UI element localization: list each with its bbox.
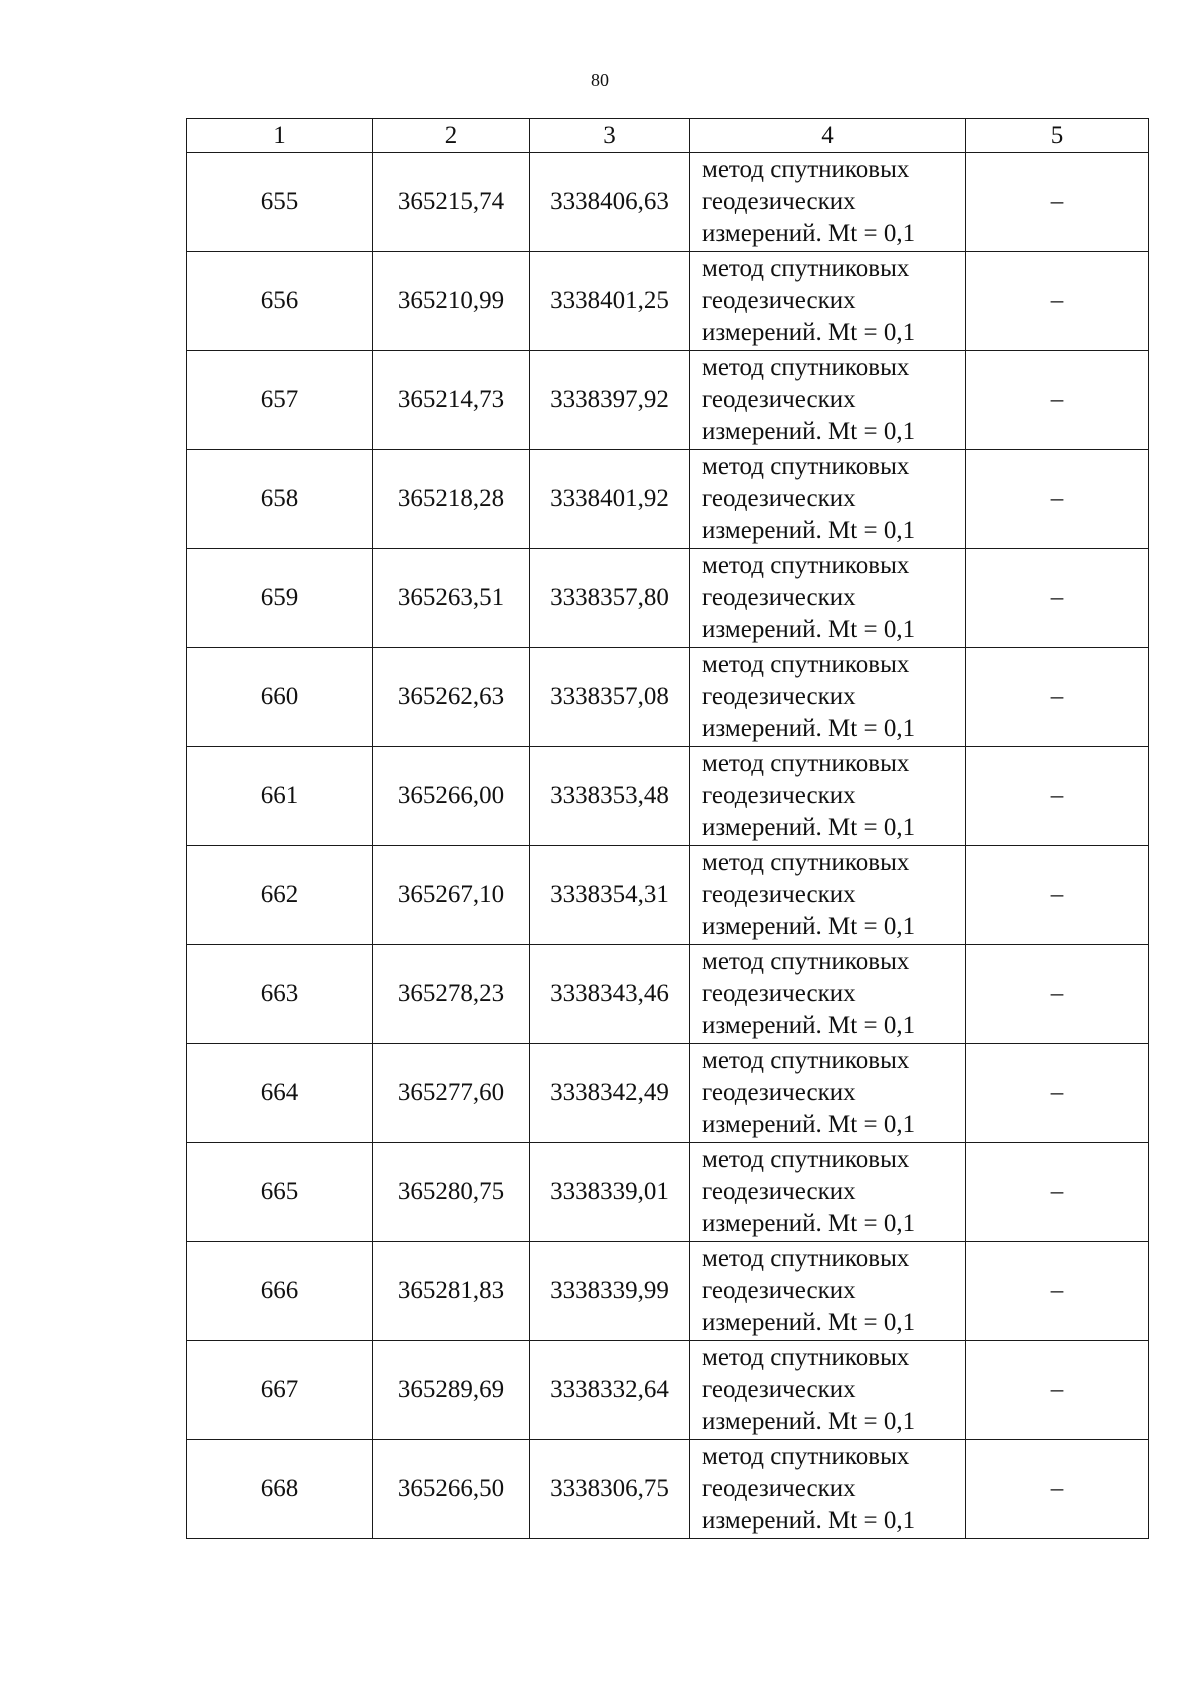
- method-cell: [690, 1044, 966, 1143]
- table-row: [187, 1242, 1149, 1341]
- method-text-line: измерений. Mt = 0,1: [702, 814, 916, 841]
- method-text-line: геодезических: [702, 683, 856, 710]
- method-text-line: метод спутниковых: [702, 1344, 910, 1371]
- point-number-cell: 668: [187, 1440, 373, 1539]
- point-number-cell: 656: [187, 252, 373, 351]
- method-cell: [690, 747, 966, 846]
- method-cell: [690, 1440, 966, 1539]
- point-number-cell: 655: [187, 153, 373, 252]
- point-number-cell: 662: [187, 846, 373, 945]
- x-coordinate-cell: 365262,63: [373, 648, 530, 747]
- method-text-line: измерений. Mt = 0,1: [702, 616, 916, 643]
- y-coordinate-cell: 3338353,48: [530, 747, 690, 846]
- method-text-line: геодезических: [702, 287, 856, 314]
- column-header-4: 4: [690, 119, 966, 153]
- note-cell: –: [966, 846, 1149, 945]
- y-coordinate-cell: 3338343,46: [530, 945, 690, 1044]
- point-number-cell: 657: [187, 351, 373, 450]
- method-text-line: метод спутниковых: [702, 1047, 910, 1074]
- method-text-line: геодезических: [702, 1178, 856, 1205]
- note-cell: –: [966, 450, 1149, 549]
- method-text-line: измерений. Mt = 0,1: [702, 220, 916, 247]
- method-cell: [690, 351, 966, 450]
- method-text-line: измерений. Mt = 0,1: [702, 715, 916, 742]
- method-cell: [690, 846, 966, 945]
- method-text-line: геодезических: [702, 584, 856, 611]
- table-row: [187, 648, 1149, 747]
- method-text-line: метод спутниковых: [702, 354, 910, 381]
- table-row: [187, 1440, 1149, 1539]
- method-text-line: метод спутниковых: [702, 1146, 910, 1173]
- method-text-line: метод спутниковых: [702, 453, 910, 480]
- note-cell: –: [966, 252, 1149, 351]
- table-row: [187, 747, 1149, 846]
- point-number-cell: 663: [187, 945, 373, 1044]
- method-text-line: измерений. Mt = 0,1: [702, 1408, 916, 1435]
- table-row: [187, 1044, 1149, 1143]
- y-coordinate-cell: 3338406,63: [530, 153, 690, 252]
- y-coordinate-cell: 3338354,31: [530, 846, 690, 945]
- page-number: 80: [591, 70, 609, 90]
- x-coordinate-cell: 365267,10: [373, 846, 530, 945]
- method-cell: [690, 1143, 966, 1242]
- note-cell: –: [966, 1143, 1149, 1242]
- method-text-line: измерений. Mt = 0,1: [702, 1012, 916, 1039]
- note-cell: –: [966, 648, 1149, 747]
- table-row: [187, 846, 1149, 945]
- method-cell: [690, 450, 966, 549]
- method-cell: [690, 648, 966, 747]
- method-text-line: измерений. Mt = 0,1: [702, 319, 916, 346]
- note-cell: –: [966, 351, 1149, 450]
- table-header-row: [187, 119, 1149, 153]
- note-cell: –: [966, 747, 1149, 846]
- method-text-line: метод спутниковых: [702, 255, 910, 282]
- table-row: [187, 1341, 1149, 1440]
- method-text-line: метод спутниковых: [702, 750, 910, 777]
- method-text-line: геодезических: [702, 1277, 856, 1304]
- x-coordinate-cell: 365266,50: [373, 1440, 530, 1539]
- x-coordinate-cell: 365266,00: [373, 747, 530, 846]
- note-cell: –: [966, 1242, 1149, 1341]
- method-cell: [690, 945, 966, 1044]
- column-header-1: 1: [187, 119, 373, 153]
- method-text-line: измерений. Mt = 0,1: [702, 1111, 916, 1138]
- method-text-line: геодезических: [702, 188, 856, 215]
- method-text-line: геодезических: [702, 485, 856, 512]
- method-cell: [690, 252, 966, 351]
- x-coordinate-cell: 365277,60: [373, 1044, 530, 1143]
- point-number-cell: 658: [187, 450, 373, 549]
- column-header-3: 3: [530, 119, 690, 153]
- point-number-cell: 664: [187, 1044, 373, 1143]
- method-cell: [690, 1341, 966, 1440]
- method-text-line: геодезических: [702, 1475, 856, 1502]
- method-text-line: метод спутниковых: [702, 552, 910, 579]
- x-coordinate-cell: 365289,69: [373, 1341, 530, 1440]
- y-coordinate-cell: 3338339,99: [530, 1242, 690, 1341]
- y-coordinate-cell: 3338332,64: [530, 1341, 690, 1440]
- method-text-line: измерений. Mt = 0,1: [702, 1210, 916, 1237]
- method-text-line: метод спутниковых: [702, 156, 910, 183]
- point-number-cell: 667: [187, 1341, 373, 1440]
- method-text-line: метод спутниковых: [702, 948, 910, 975]
- method-cell: [690, 1242, 966, 1341]
- table-row: [187, 351, 1149, 450]
- method-text-line: измерений. Mt = 0,1: [702, 1507, 916, 1534]
- method-cell: [690, 549, 966, 648]
- method-text-line: геодезических: [702, 1079, 856, 1106]
- point-number-cell: 659: [187, 549, 373, 648]
- note-cell: –: [966, 549, 1149, 648]
- x-coordinate-cell: 365263,51: [373, 549, 530, 648]
- y-coordinate-cell: 3338397,92: [530, 351, 690, 450]
- coordinates-table: [186, 118, 1149, 1539]
- point-number-cell: 660: [187, 648, 373, 747]
- method-text-line: измерений. Mt = 0,1: [702, 517, 916, 544]
- x-coordinate-cell: 365281,83: [373, 1242, 530, 1341]
- method-text-line: геодезических: [702, 980, 856, 1007]
- x-coordinate-cell: 365214,73: [373, 351, 530, 450]
- point-number-cell: 665: [187, 1143, 373, 1242]
- method-text-line: геодезических: [702, 1376, 856, 1403]
- method-cell: [690, 153, 966, 252]
- y-coordinate-cell: 3338401,92: [530, 450, 690, 549]
- table-row: [187, 549, 1149, 648]
- y-coordinate-cell: 3338306,75: [530, 1440, 690, 1539]
- x-coordinate-cell: 365215,74: [373, 153, 530, 252]
- table-row: [187, 252, 1149, 351]
- note-cell: –: [966, 1440, 1149, 1539]
- note-cell: –: [966, 945, 1149, 1044]
- table-row: [187, 450, 1149, 549]
- table-body: [187, 153, 1149, 1539]
- point-number-cell: 661: [187, 747, 373, 846]
- note-cell: –: [966, 1341, 1149, 1440]
- note-cell: –: [966, 153, 1149, 252]
- method-text-line: метод спутниковых: [702, 1245, 910, 1272]
- table-row: [187, 945, 1149, 1044]
- point-number-cell: 666: [187, 1242, 373, 1341]
- y-coordinate-cell: 3338342,49: [530, 1044, 690, 1143]
- method-text-line: геодезических: [702, 881, 856, 908]
- method-text-line: метод спутниковых: [702, 1443, 910, 1470]
- method-text-line: измерений. Mt = 0,1: [702, 1309, 916, 1336]
- table-row: [187, 153, 1149, 252]
- y-coordinate-cell: 3338339,01: [530, 1143, 690, 1242]
- method-text-line: измерений. Mt = 0,1: [702, 913, 916, 940]
- y-coordinate-cell: 3338357,08: [530, 648, 690, 747]
- method-text-line: метод спутниковых: [702, 849, 910, 876]
- x-coordinate-cell: 365278,23: [373, 945, 530, 1044]
- table-row: [187, 1143, 1149, 1242]
- method-text-line: геодезических: [702, 782, 856, 809]
- column-header-5: 5: [966, 119, 1149, 153]
- note-cell: –: [966, 1044, 1149, 1143]
- x-coordinate-cell: 365210,99: [373, 252, 530, 351]
- column-header-2: 2: [373, 119, 530, 153]
- x-coordinate-cell: 365280,75: [373, 1143, 530, 1242]
- x-coordinate-cell: 365218,28: [373, 450, 530, 549]
- method-text-line: измерений. Mt = 0,1: [702, 418, 916, 445]
- y-coordinate-cell: 3338401,25: [530, 252, 690, 351]
- method-text-line: геодезических: [702, 386, 856, 413]
- method-text-line: метод спутниковых: [702, 651, 910, 678]
- y-coordinate-cell: 3338357,80: [530, 549, 690, 648]
